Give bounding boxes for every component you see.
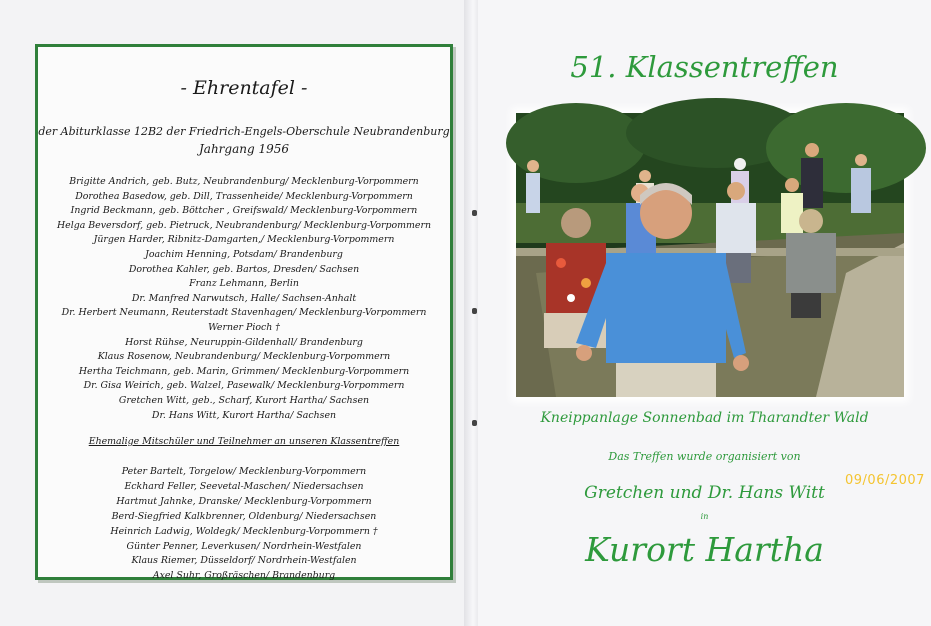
list-item: Franz Lehmann, Berlin — [189, 278, 299, 290]
list-item: Berd-Siegfried Kalkbrenner, Oldenburg/ Niedersachsen — [111, 510, 377, 522]
right-page — [478, 0, 931, 626]
former-section-heading: Ehemalige Mitschüler und Teilnehmer an unseren Klassentreffen — [88, 436, 400, 447]
list-item: Werner Pioch † — [208, 321, 280, 333]
list-item: Dorothea Kahler, geb. Bartos, Dresden/ Sachsen — [128, 263, 360, 275]
list-item: Axel Suhr, Großräschen/ Brandenburg — [152, 570, 336, 582]
list-item: Heinrich Ladwig, Woldegk/ Mecklenburg-Vorpommern † — [110, 525, 378, 537]
list-item: Günter Penner, Leverkusen/ Nordrhein-Westfalen — [126, 540, 362, 552]
list-item: Helga Beversdorf, geb. Pietruck, Neubrandenburg/ Mecklenburg-Vorpommern — [57, 219, 431, 231]
honor-roll-title: - Ehrentafel - — [180, 77, 308, 99]
list-item: Eckhard Feller, Seevetal-Maschen/ Niedersachsen — [124, 480, 364, 492]
list-item: Klaus Rosenow, Neubrandenburg/ Mecklenburg-Vorpommern — [97, 351, 391, 363]
photo-date-stamp: 09/06/2007 — [845, 473, 925, 488]
place-preposition: in — [700, 512, 709, 521]
former-list — [38, 465, 450, 584]
binding-hole — [472, 210, 477, 216]
place-name: Kurort Hartha — [585, 530, 824, 569]
class-subtitle: der Abiturklasse 12B2 der Friedrich-Engels-Oberschule Neubrandenburg — [38, 125, 450, 138]
list-item: Brigitte Andrich, geb. Butz, Neubrandenburg/ Mecklenburg-Vorpommern — [69, 176, 419, 187]
reunion-title: 51. Klassentreffen — [570, 50, 839, 84]
organizer-names: Gretchen und Dr. Hans Witt — [584, 483, 825, 503]
organizer-intro: Das Treffen wurde organisiert von — [608, 450, 801, 463]
list-item: Ingrid Beckmann, geb. Böttcher , Greifswald/ Mecklenburg-Vorpommern — [70, 205, 418, 217]
honor-roll-frame — [35, 44, 453, 580]
binding-hole — [472, 308, 477, 314]
list-item: Hartmut Jahnke, Dranske/ Mecklenburg-Vorpommern — [116, 495, 372, 507]
list-item: Dr. Gisa Weirich, geb. Walzel, Pasewalk/ Mecklenburg-Vorpommern — [83, 380, 405, 392]
list-item: Klaus Riemer, Düsseldorf/ Nordrhein-Westfalen — [131, 555, 357, 567]
list-item: Horst Rühse, Neuruppin-Gildenhall/ Brandenburg — [125, 336, 363, 348]
list-item: Peter Bartelt, Torgelow/ Mecklenburg-Vorpommern — [121, 466, 367, 477]
photo-caption-location: Kneippanlage Sonnenbad im Tharandter Wald — [540, 410, 869, 426]
list-item: Dr. Manfred Narwutsch, Halle/ Sachsen-Anhalt — [131, 292, 357, 304]
binding-hole — [472, 420, 477, 426]
class-year: Jahrgang 1956 — [198, 142, 290, 156]
group-in-kneipp-pool-photo-icon — [516, 113, 904, 397]
list-item: Dr. Hans Witt, Kurort Hartha/ Sachsen — [151, 409, 337, 421]
list-item: Dorothea Basedow, geb. Dill, Trassenheide/ Mecklenburg-Vorpommern — [75, 190, 413, 202]
list-item: Dr. Herbert Neumann, Reuterstadt Stavenhagen/ Mecklenburg-Vorpommern — [61, 307, 427, 319]
list-item: Gretchen Witt, geb., Scharf, Kurort Hartha/ Sachsen — [118, 394, 370, 406]
member-list — [38, 175, 450, 423]
list-item: Hertha Teichmann, geb. Marin, Grimmen/ Mecklenburg-Vorpommern — [78, 365, 410, 377]
list-item: Joachim Henning, Potsdam/ Brandenburg — [145, 248, 343, 260]
list-item: Jürgen Harder, Ribnitz-Damgarten,/ Mecklenburg-Vorpommern — [93, 234, 395, 246]
